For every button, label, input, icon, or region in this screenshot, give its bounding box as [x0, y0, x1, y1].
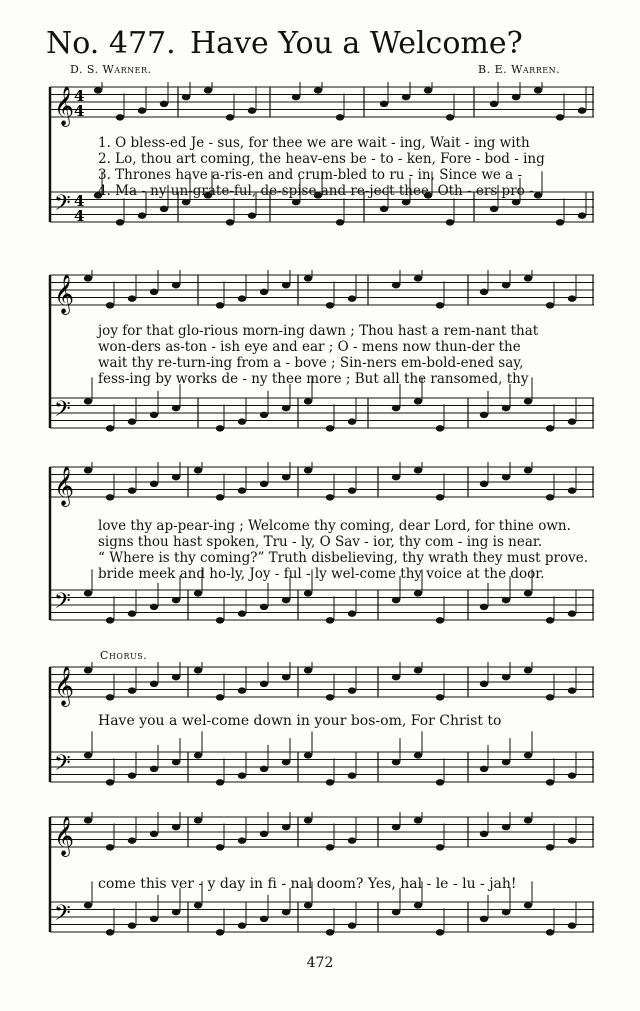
notehead [480, 412, 488, 418]
notehead [502, 824, 510, 830]
notehead [172, 597, 180, 603]
notehead [546, 494, 554, 500]
notehead [226, 114, 234, 120]
notehead [524, 398, 532, 404]
notehead [238, 487, 246, 493]
notehead [84, 467, 92, 473]
notehead [326, 694, 334, 700]
music-system-4 [48, 662, 598, 802]
notehead [524, 667, 532, 673]
notehead [414, 902, 422, 908]
time-signature-top: 4 [74, 87, 85, 105]
notehead [260, 916, 268, 922]
notehead [304, 590, 312, 596]
verse-line: fess-ing by works de - ny thee more ; But all the ransomed, thy [98, 371, 529, 387]
notehead [524, 752, 532, 758]
notehead [260, 289, 268, 295]
notehead [282, 597, 290, 603]
notehead [326, 929, 334, 935]
notehead [436, 779, 444, 785]
notehead [304, 667, 312, 673]
notehead [84, 902, 92, 908]
notehead [128, 418, 136, 424]
verse-line: wait thy re-turn-ing from a - bove ; Sin-ners em-bold-ened say, [98, 355, 524, 371]
notehead [546, 302, 554, 308]
notehead [326, 844, 334, 850]
notehead [216, 694, 224, 700]
notehead [348, 922, 356, 928]
notehead [304, 902, 312, 908]
notehead [260, 831, 268, 837]
notehead [116, 219, 124, 225]
notehead [436, 617, 444, 623]
bass-clef-icon: 𝄢 [54, 589, 71, 619]
notehead [380, 101, 388, 107]
page-number: 472 [306, 955, 334, 971]
notehead [194, 467, 202, 473]
notehead [84, 817, 92, 823]
notehead [502, 474, 510, 480]
notehead [106, 494, 114, 500]
notehead [348, 610, 356, 616]
verse-line: 2. Lo, thou art coming, the heav-ens be - to - ken, Fore - bod - ing [98, 151, 545, 167]
notehead [480, 831, 488, 837]
treble-clef-icon: 𝄞 [54, 86, 75, 126]
notehead [128, 687, 136, 693]
notehead [524, 902, 532, 908]
bass-clef-icon: 𝄢 [54, 191, 71, 221]
bass-clef-icon: 𝄢 [54, 397, 71, 427]
notehead [414, 590, 422, 596]
notehead [84, 590, 92, 596]
notehead [304, 817, 312, 823]
notehead [392, 474, 400, 480]
notehead [304, 467, 312, 473]
lyricist-credit: D. S. Warner. [70, 63, 152, 76]
notehead [326, 302, 334, 308]
notehead [172, 909, 180, 915]
notehead [138, 212, 146, 218]
notehead [524, 275, 532, 281]
notehead [480, 289, 488, 295]
notehead [348, 418, 356, 424]
notehead [568, 418, 576, 424]
notehead [238, 772, 246, 778]
notehead [556, 114, 564, 120]
notehead [414, 667, 422, 673]
notehead [216, 302, 224, 308]
notehead [260, 412, 268, 418]
lyrics-system-5 [98, 876, 517, 892]
notehead [292, 94, 300, 100]
notehead [512, 199, 520, 205]
notehead [414, 817, 422, 823]
treble-clef-icon: 𝄞 [54, 466, 75, 506]
notehead [260, 681, 268, 687]
notehead [248, 107, 256, 113]
notehead [502, 674, 510, 680]
notehead [128, 772, 136, 778]
lyrics-system-2 [98, 323, 538, 387]
notehead [348, 772, 356, 778]
notehead [182, 94, 190, 100]
verse-line: “ Where is thy coming?” Truth disbelieving, thy wrath they must prove. [98, 550, 589, 566]
notehead [402, 94, 410, 100]
notehead [348, 295, 356, 301]
notehead [150, 289, 158, 295]
notehead [556, 219, 564, 225]
notehead [128, 610, 136, 616]
notehead [414, 752, 422, 758]
notehead [282, 909, 290, 915]
notehead [292, 199, 300, 205]
notehead [436, 694, 444, 700]
verse-line: won-ders as-ton - ish eye and ear ; O - mens now thun-der the [98, 339, 521, 355]
chorus-label: Chorus. [100, 649, 148, 662]
notehead [480, 916, 488, 922]
notehead [568, 295, 576, 301]
notehead [326, 425, 334, 431]
lyrics-system-4 [98, 713, 501, 729]
notehead [392, 824, 400, 830]
notehead [238, 295, 246, 301]
notehead [348, 687, 356, 693]
notehead [502, 282, 510, 288]
notehead [282, 759, 290, 765]
notehead [216, 425, 224, 431]
chorus-line: come this ver - y day in fi - nal doom? Yes, hal - le - lu - jah! [98, 876, 517, 892]
notehead [414, 467, 422, 473]
verse-line: signs thou hast spoken, Tru - ly, O Sav - ior, thy com - ing is near. [98, 534, 543, 550]
notehead [282, 474, 290, 480]
notehead [402, 199, 410, 205]
notehead [260, 766, 268, 772]
treble-clef-icon: 𝄞 [54, 816, 75, 856]
notehead [546, 694, 554, 700]
notehead [150, 916, 158, 922]
notehead [106, 929, 114, 935]
notehead [326, 494, 334, 500]
notehead [260, 604, 268, 610]
notehead [534, 87, 542, 93]
verse-line: joy for that glo-rious morn-ing dawn ; Thou hast a rem-nant that [98, 323, 539, 339]
notehead [392, 405, 400, 411]
notehead [150, 604, 158, 610]
notehead [578, 212, 586, 218]
notehead [326, 779, 334, 785]
notehead [480, 481, 488, 487]
notehead [84, 667, 92, 673]
notehead [546, 617, 554, 623]
notehead [226, 219, 234, 225]
notehead [238, 418, 246, 424]
verse-line: 4. Ma - ny un-grate-ful, de-spise and re-ject thee, Oth - ers pro - [98, 183, 534, 199]
notehead [392, 909, 400, 915]
notehead [392, 674, 400, 680]
notehead [436, 425, 444, 431]
notehead [128, 837, 136, 843]
notehead [172, 824, 180, 830]
notehead [304, 752, 312, 758]
notehead [392, 597, 400, 603]
notehead [84, 275, 92, 281]
notehead [194, 590, 202, 596]
notehead [348, 487, 356, 493]
lyrics-system-1 [98, 135, 545, 199]
notehead [424, 87, 432, 93]
notehead [238, 837, 246, 843]
time-signature-bottom: 4 [74, 207, 85, 225]
notehead [480, 604, 488, 610]
lyrics-system-3 [98, 518, 588, 582]
notehead [260, 481, 268, 487]
notehead [128, 922, 136, 928]
notehead [568, 837, 576, 843]
notehead [238, 922, 246, 928]
notehead [348, 837, 356, 843]
notehead [106, 694, 114, 700]
notehead [238, 687, 246, 693]
notehead [216, 779, 224, 785]
notehead [568, 610, 576, 616]
notehead [568, 772, 576, 778]
notehead [150, 681, 158, 687]
notehead [160, 101, 168, 107]
notehead [380, 206, 388, 212]
notehead [392, 759, 400, 765]
notehead [172, 282, 180, 288]
notehead [94, 87, 102, 93]
notehead [204, 87, 212, 93]
treble-clef-icon: 𝄞 [54, 274, 75, 314]
notehead [106, 302, 114, 308]
notehead [172, 759, 180, 765]
notehead [106, 844, 114, 850]
notehead [568, 922, 576, 928]
notehead [304, 398, 312, 404]
notehead [436, 844, 444, 850]
verse-line: love thy ap-pear-ing ; Welcome thy coming, dear Lord, for thine own. [98, 518, 571, 534]
notehead [336, 114, 344, 120]
notehead [512, 94, 520, 100]
notehead [336, 219, 344, 225]
verse-line: 3. Thrones have a-ris-en and crum-bled to ru - in, Since we a - [98, 167, 523, 183]
notehead [106, 617, 114, 623]
notehead [150, 481, 158, 487]
notehead [524, 590, 532, 596]
composer-credit: B. E. Warren. [478, 63, 561, 76]
notehead [436, 302, 444, 308]
hymn-number: No. 477. [46, 26, 176, 61]
notehead [282, 674, 290, 680]
notehead [502, 405, 510, 411]
notehead [160, 206, 168, 212]
bass-clef-icon: 𝄢 [54, 751, 71, 781]
notehead [524, 467, 532, 473]
notehead [194, 902, 202, 908]
notehead [314, 87, 322, 93]
notehead [116, 114, 124, 120]
hymn-title: Have You a Welcome? [190, 26, 523, 61]
notehead [326, 617, 334, 623]
notehead [392, 282, 400, 288]
notehead [446, 114, 454, 120]
notehead [282, 824, 290, 830]
notehead [502, 909, 510, 915]
notehead [502, 597, 510, 603]
notehead [490, 206, 498, 212]
notehead [436, 494, 444, 500]
notehead [106, 425, 114, 431]
notehead [568, 687, 576, 693]
notehead [172, 405, 180, 411]
notehead [216, 844, 224, 850]
notehead [414, 398, 422, 404]
notehead [282, 405, 290, 411]
notehead [194, 752, 202, 758]
treble-clef-icon: 𝄞 [54, 666, 75, 706]
notehead [84, 752, 92, 758]
notehead [480, 766, 488, 772]
chorus-line: Have you a wel-come down in your bos-om, For Christ to [98, 713, 502, 729]
notehead [568, 487, 576, 493]
notehead [490, 101, 498, 107]
notehead [446, 219, 454, 225]
notehead [182, 199, 190, 205]
notehead [546, 779, 554, 785]
notehead [546, 929, 554, 935]
bass-clef-icon: 𝄢 [54, 901, 71, 931]
notehead [480, 681, 488, 687]
time-signature-bottom: 4 [74, 102, 85, 120]
notehead [546, 844, 554, 850]
notehead [128, 295, 136, 301]
notehead [436, 929, 444, 935]
notehead [84, 398, 92, 404]
notehead [248, 212, 256, 218]
notehead [138, 107, 146, 113]
notehead [282, 282, 290, 288]
notehead [578, 107, 586, 113]
notehead [150, 831, 158, 837]
notehead [128, 487, 136, 493]
notehead [216, 929, 224, 935]
notehead [414, 275, 422, 281]
notehead [216, 494, 224, 500]
notehead [106, 779, 114, 785]
notehead [546, 425, 554, 431]
notehead [502, 759, 510, 765]
notehead [172, 474, 180, 480]
notehead [216, 617, 224, 623]
notehead [194, 667, 202, 673]
notehead [194, 817, 202, 823]
notehead [304, 275, 312, 281]
notehead [172, 674, 180, 680]
notehead [150, 412, 158, 418]
notehead [524, 817, 532, 823]
verse-line: 1. O bless-ed Je - sus, for thee we are wait - ing, Wait - ing with [98, 135, 530, 151]
notehead [150, 766, 158, 772]
verse-line: bride meek and ho-ly, Joy - ful - ly wel-come thy voice at the door. [98, 566, 545, 582]
time-signature-top: 4 [74, 192, 85, 210]
notehead [238, 610, 246, 616]
